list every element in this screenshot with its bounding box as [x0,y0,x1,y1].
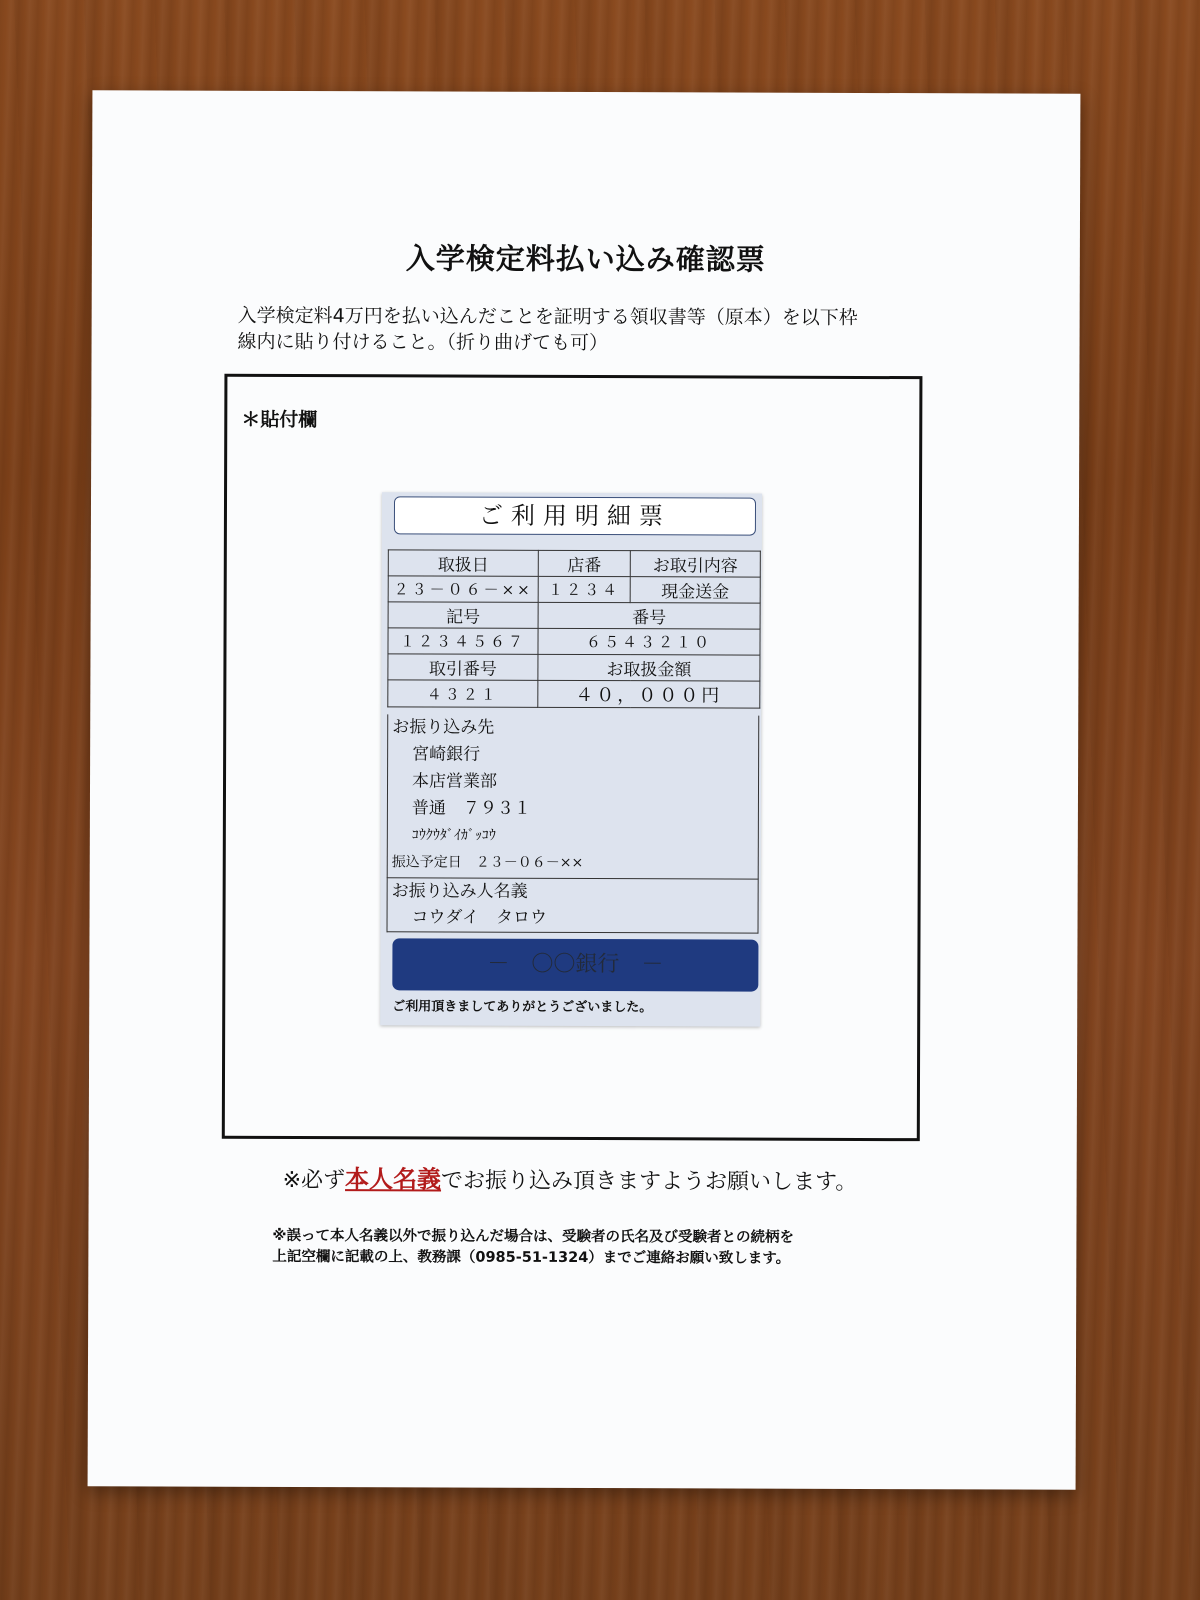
value-transaction-number: ４３２１ [388,680,538,708]
header-symbol: 記号 [388,602,538,629]
instruction-line-2: 線内に貼り付けること。（折り曲げても可） [237,330,609,355]
value-symbol: １２３４５６７ [388,628,538,655]
notice-suffix: でお振り込み頂きますようお願いします。 [441,1168,858,1195]
footnote [272,1226,912,1270]
instruction-line-1: 入学検定料4万円を払い込んだことを証明する領収書等（原本）を以下枠 [237,304,858,329]
header-branch: 店番 [538,550,630,576]
document-title: 入学検定料払い込み確認票 [405,241,766,277]
receipt-title: ご利用明細票 [394,496,756,535]
value-number: ６５４３２１０ [538,628,760,655]
value-date: ２３－０６－×× [388,576,538,603]
scheduled-date: 振込予定日 ２３－０６－×× [391,854,584,871]
payer-label: お振り込み人名義 [391,881,528,902]
bank-name-bar: － 〇〇銀行 － [392,938,758,991]
payee-branch: 本店営業部 [411,771,498,792]
notice-prefix: ※必ず [282,1167,346,1194]
notice-emphasis: 本人名義 [345,1165,442,1194]
paste-frame [222,374,923,1141]
payee-bank: 宮崎銀行 [412,744,481,765]
value-type: 現金送金 [630,577,760,603]
footnote-line-1: ※誤って本人名義以外で振り込んだ場合は、受験者の氏名及び受験者との続柄を [272,1227,795,1246]
payer-name: コウダイ タロウ [411,907,548,928]
value-branch: １２３４ [538,576,630,602]
footnote-line-2: 上記空欄に記載の上、教務課（0985-51-1324）までご連絡お願い致します。 [272,1248,791,1267]
paste-area-label: ＊貼付欄 [241,408,318,432]
receipt-table [387,549,761,708]
payer-section [387,878,759,933]
bank-receipt [380,492,762,1026]
payee-section [387,714,760,879]
thanks-message: ご利用頂きましてありがとうございました。 [392,999,653,1016]
payee-account: 普通 ７９３１ [411,798,531,819]
payee-label: お振り込み先 [392,717,495,738]
instruction-text [238,303,928,357]
document-paper [88,90,1081,1489]
header-transaction-number: 取引番号 [388,654,538,681]
header-amount: お取扱金額 [538,654,760,681]
payee-name-kana: ｺｳｸｳﾀﾞｲｶﾞｯｺｳ [411,827,496,844]
value-amount: ４０，０００円 [538,680,760,708]
header-number: 番号 [538,602,760,629]
header-date: 取扱日 [388,550,538,577]
header-type: お取引内容 [630,551,760,577]
notice-text [283,1159,858,1196]
